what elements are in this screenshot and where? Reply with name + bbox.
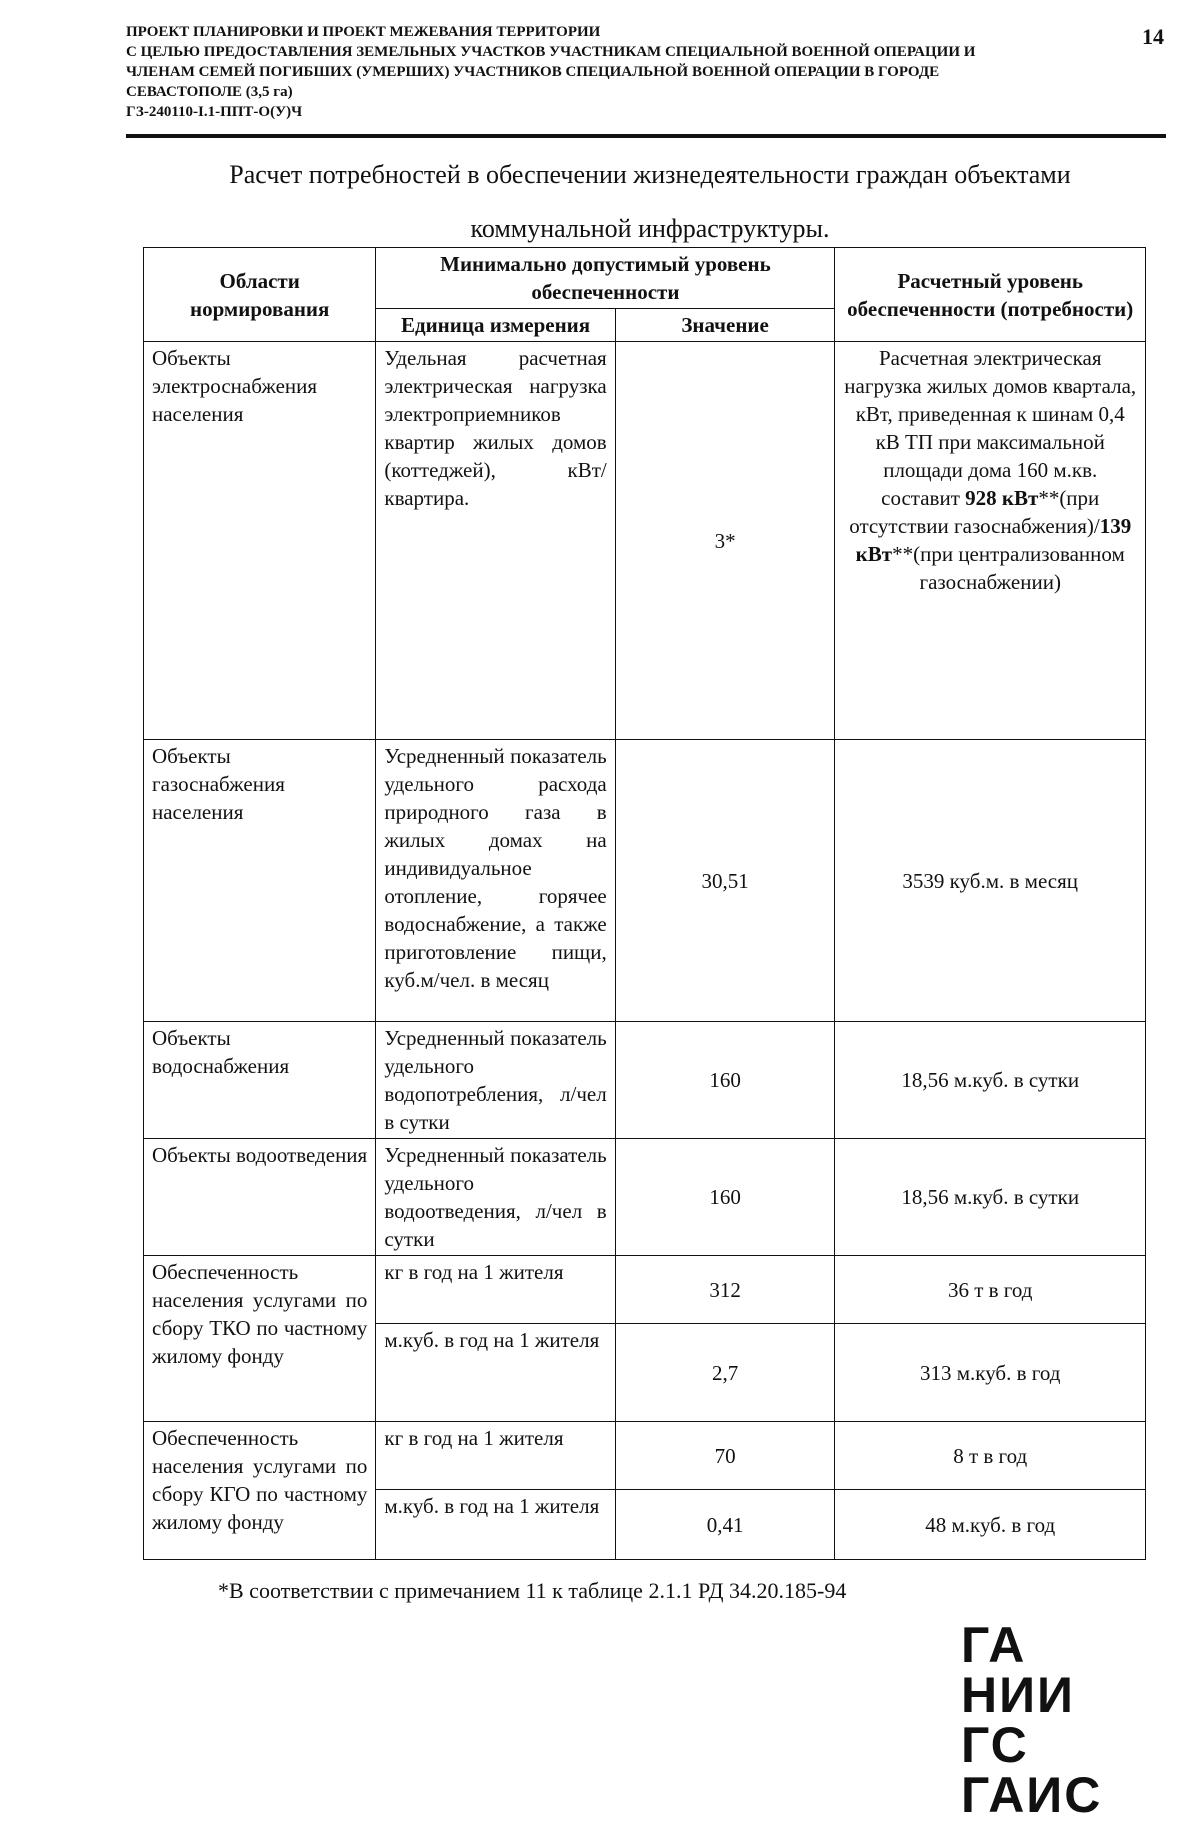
- header-line: ГЗ-240110-I.1-ППТ-О(У)Ч: [126, 104, 303, 120]
- cell-unit: м.куб. в год на 1 жителя: [376, 1490, 615, 1560]
- cell-value: 30,51: [615, 740, 835, 1022]
- table-row: [144, 1139, 1146, 1256]
- table-row: [144, 740, 1146, 1022]
- cell-result: 18,56 м.куб. в сутки: [835, 1022, 1146, 1139]
- cell-unit: м.куб. в год на 1 жителя: [376, 1324, 615, 1422]
- cell-result: 313 м.куб. в год: [835, 1324, 1146, 1422]
- header-row: [144, 248, 1146, 309]
- logo-text-bottom: ГС ГАИС: [961, 1717, 1103, 1823]
- cell-unit: Усредненный показатель удельного водоотведения, л/чел в сутки: [376, 1139, 615, 1256]
- cell-area: Объекты газоснабжения населения: [144, 740, 376, 1022]
- cell-value: 3*: [615, 342, 835, 740]
- cell-result: 18,56 м.куб. в сутки: [835, 1139, 1146, 1256]
- requirements-table: [143, 247, 1146, 1560]
- header-line: СЕВАСТОПОЛЕ (3,5 га): [126, 84, 293, 100]
- result-text: Расчетная электрическая нагрузка жилых домов квартала, кВт, приведенная к шинам 0,4 кВ ТП при максимальной площади дома 160 м.кв. составит: [844, 346, 1137, 510]
- header-unit: Единица измерения: [376, 309, 615, 342]
- table-row: [144, 1022, 1146, 1139]
- page-number: 14: [1142, 24, 1164, 49]
- cell-value: 70: [615, 1422, 835, 1490]
- cell-value: 160: [615, 1022, 835, 1139]
- title-line-1: Расчет потребностей в обеспечении жизнедеятельности граждан объектами: [229, 160, 1071, 189]
- cell-unit: Усредненный показатель удельного водопотребления, л/чел в сутки: [376, 1022, 615, 1139]
- header-area: Области нормирования: [144, 248, 376, 342]
- cell-result: 3539 куб.м. в месяц: [835, 740, 1146, 1022]
- result-bold: 139 кВт: [855, 514, 1132, 566]
- footnote: *В соответствии с примечанием 11 к таблице 2.1.1 РД 34.20.185-94: [218, 1578, 847, 1603]
- cell-unit: кг в год на 1 жителя: [376, 1422, 615, 1490]
- header-value: Значение: [615, 309, 835, 342]
- cell-value: 160: [615, 1139, 835, 1256]
- cell-result: 48 м.куб. в год: [835, 1490, 1146, 1560]
- company-logo: [961, 1617, 1151, 1823]
- table-row: [144, 342, 1146, 740]
- cell-value: 0,41: [615, 1490, 835, 1560]
- cell-area: Обеспеченность населения услугами по сбору КГО по частному жилому фонду: [144, 1422, 376, 1560]
- cell-area: Объекты водоотведения: [144, 1139, 376, 1256]
- cell-result: [835, 342, 1146, 740]
- section-title: [140, 148, 1160, 256]
- cell-result: 8 т в год: [835, 1422, 1146, 1490]
- result-text: **(при централизованном газоснабжении): [892, 542, 1125, 594]
- cell-value: 312: [615, 1256, 835, 1324]
- header-divider: [126, 134, 1166, 138]
- document-header: [126, 22, 1156, 122]
- cell-area: Объекты электроснабжения населения: [144, 342, 376, 740]
- logo-text-top: ГА НИИ: [961, 1617, 1075, 1723]
- header-line: ЧЛЕНАМ СЕМЕЙ ПОГИБШИХ (УМЕРШИХ) УЧАСТНИКОВ СПЕЦИАЛЬНОЙ ВОЕННОЙ ОПЕРАЦИИ В ГОРОДЕ: [126, 64, 940, 80]
- table-row: [144, 1256, 1146, 1324]
- header-text: [126, 22, 1156, 122]
- cell-value: 2,7: [615, 1324, 835, 1422]
- cell-unit: кг в год на 1 жителя: [376, 1256, 615, 1324]
- header-result: Расчетный уровень обеспеченности (потребности): [835, 248, 1146, 342]
- cell-unit: Усредненный показатель удельного расхода природного газа в жилых домах на индивидуальное отопление, горячее водоснабжение, а также приготовление пищи, куб.м/чел. в месяц: [376, 740, 615, 1022]
- header-min-level: Минимально допустимый уровень обеспеченности: [376, 248, 835, 309]
- table-row: [144, 1422, 1146, 1490]
- cell-unit: Удельная расчетная электрическая нагрузка электроприемников квартир жилых домов (коттеджей), кВт/квартира.: [376, 342, 615, 740]
- header-line: С ЦЕЛЬЮ ПРЕДОСТАВЛЕНИЯ ЗЕМЕЛЬНЫХ УЧАСТКОВ УЧАСТНИКАМ СПЕЦИАЛЬНОЙ ВОЕННОЙ ОПЕРАЦИИ И: [126, 44, 976, 60]
- cell-area: Объекты водоснабжения: [144, 1022, 376, 1139]
- cell-area: Обеспеченность населения услугами по сбору ТКО по частному жилому фонду: [144, 1256, 376, 1422]
- title-line-2: коммунальной инфраструктуры.: [470, 214, 830, 243]
- cell-result: 36 т в год: [835, 1256, 1146, 1324]
- header-line: ПРОЕКТ ПЛАНИРОВКИ И ПРОЕКТ МЕЖЕВАНИЯ ТЕРРИТОРИИ: [126, 24, 601, 40]
- result-text: **(при отсутствии газоснабжения)/: [849, 486, 1100, 538]
- result-bold: 928 кВт: [965, 486, 1039, 510]
